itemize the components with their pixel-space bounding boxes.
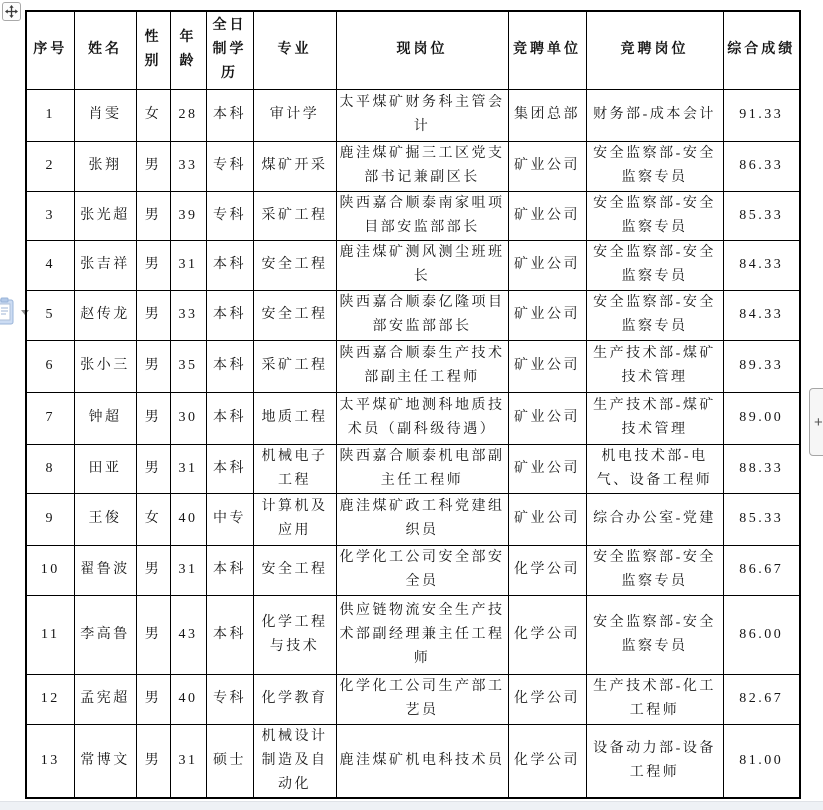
table-cell: 84.33 [723, 240, 800, 290]
table-cell: 89.33 [723, 340, 800, 392]
table-cell: 91.33 [723, 89, 800, 141]
table-cell: 生产技术部-煤矿技术管理 [586, 392, 723, 444]
table-cell: 安全工程 [253, 290, 336, 340]
table-cell: 31 [170, 444, 206, 493]
table-cell: 43 [170, 595, 206, 674]
table-cell: 化学教育 [253, 674, 336, 724]
table-cell: 本科 [206, 595, 253, 674]
table-cell: 本科 [206, 240, 253, 290]
table-cell: 太平煤矿财务科主管会计 [336, 89, 508, 141]
table-cell: 张光超 [74, 191, 136, 240]
header-cell: 综合成绩 [723, 11, 800, 89]
table-cell: 孟宪超 [74, 674, 136, 724]
table-cell: 赵传龙 [74, 290, 136, 340]
header-cell: 现岗位 [336, 11, 508, 89]
table-cell: 11 [26, 595, 74, 674]
table-cell: 男 [136, 674, 170, 724]
table-cell: 安全监察部-安全监察专员 [586, 141, 723, 191]
table-row [26, 545, 800, 595]
table-cell: 化学公司 [508, 595, 586, 674]
table-cell: 12 [26, 674, 74, 724]
table-cell: 9 [26, 493, 74, 545]
table-cell: 陕西嘉合顺泰亿隆项目部安监部部长 [336, 290, 508, 340]
table-cell: 综合办公室-党建 [586, 493, 723, 545]
table-cell: 男 [136, 392, 170, 444]
table-cell: 86.67 [723, 545, 800, 595]
table-cell: 40 [170, 674, 206, 724]
table-cell: 男 [136, 191, 170, 240]
table-cell: 5 [26, 290, 74, 340]
table-row [26, 340, 800, 392]
table-cell: 采矿工程 [253, 340, 336, 392]
table-row [26, 392, 800, 444]
table-cell: 计算机及应用 [253, 493, 336, 545]
table-cell: 生产技术部-化工工程师 [586, 674, 723, 724]
table-row [26, 724, 800, 798]
table-cell: 男 [136, 141, 170, 191]
table-cell: 4 [26, 240, 74, 290]
table-cell: 陕西嘉合顺泰机电部副主任工程师 [336, 444, 508, 493]
table-cell: 矿业公司 [508, 240, 586, 290]
table-cell: 化学化工公司生产部工艺员 [336, 674, 508, 724]
header-cell: 序号 [26, 11, 74, 89]
table-cell: 财务部-成本会计 [586, 89, 723, 141]
table-cell: 本科 [206, 290, 253, 340]
table-cell: 88.33 [723, 444, 800, 493]
table-cell: 王俊 [74, 493, 136, 545]
table-cell: 机械设计制造及自动化 [253, 724, 336, 798]
table-body [26, 89, 800, 798]
table-cell: 35 [170, 340, 206, 392]
table-cell: 硕士 [206, 724, 253, 798]
table-row [26, 493, 800, 545]
table-cell: 31 [170, 724, 206, 798]
table-cell: 2 [26, 141, 74, 191]
header-cell: 竞聘岗位 [586, 11, 723, 89]
table-cell: 矿业公司 [508, 191, 586, 240]
table-cell: 化学公司 [508, 545, 586, 595]
table-cell: 13 [26, 724, 74, 798]
table-cell: 钟超 [74, 392, 136, 444]
table-cell: 生产技术部-煤矿技术管理 [586, 340, 723, 392]
document-table-container [25, 10, 801, 799]
table-cell: 男 [136, 724, 170, 798]
table-cell: 鹿洼煤矿测风测尘班班长 [336, 240, 508, 290]
table-cell: 煤矿开采 [253, 141, 336, 191]
table-cell: 审计学 [253, 89, 336, 141]
table-cell: 39 [170, 191, 206, 240]
table-row [26, 191, 800, 240]
table-cell: 31 [170, 545, 206, 595]
table-cell: 7 [26, 392, 74, 444]
table-cell: 86.00 [723, 595, 800, 674]
table-cell: 安全工程 [253, 545, 336, 595]
table-cell: 常博文 [74, 724, 136, 798]
table-cell: 供应链物流安全生产技术部副经理兼主任工程师 [336, 595, 508, 674]
table-cell: 安全监察部-安全监察专员 [586, 290, 723, 340]
table-cell: 采矿工程 [253, 191, 336, 240]
table-cell: 6 [26, 340, 74, 392]
table-cell: 86.33 [723, 141, 800, 191]
candidates-table [25, 10, 801, 799]
table-cell: 专科 [206, 191, 253, 240]
add-button[interactable] [809, 388, 823, 456]
table-cell: 安全监察部-安全监察专员 [586, 545, 723, 595]
table-row [26, 89, 800, 141]
table-cell: 89.00 [723, 392, 800, 444]
table-cell: 男 [136, 595, 170, 674]
table-cell: 1 [26, 89, 74, 141]
table-cell: 3 [26, 191, 74, 240]
header-cell: 性别 [136, 11, 170, 89]
table-cell: 李高鲁 [74, 595, 136, 674]
table-move-handle[interactable] [2, 2, 21, 21]
header-cell: 专业 [253, 11, 336, 89]
table-cell: 本科 [206, 340, 253, 392]
table-cell: 40 [170, 493, 206, 545]
table-row [26, 444, 800, 493]
header-row [26, 11, 800, 89]
table-cell: 本科 [206, 392, 253, 444]
table-cell: 10 [26, 545, 74, 595]
table-cell: 男 [136, 340, 170, 392]
table-cell: 鹿洼煤矿政工科党建组织员 [336, 493, 508, 545]
table-cell: 本科 [206, 444, 253, 493]
table-cell: 矿业公司 [508, 290, 586, 340]
table-cell: 安全工程 [253, 240, 336, 290]
table-cell: 33 [170, 141, 206, 191]
table-cell: 男 [136, 240, 170, 290]
table-cell: 本科 [206, 545, 253, 595]
table-cell: 女 [136, 493, 170, 545]
table-cell: 矿业公司 [508, 444, 586, 493]
table-cell: 专科 [206, 141, 253, 191]
table-cell: 矿业公司 [508, 493, 586, 545]
header-cell: 姓名 [74, 11, 136, 89]
table-cell: 男 [136, 290, 170, 340]
table-cell: 本科 [206, 89, 253, 141]
table-row [26, 595, 800, 674]
table-cell: 矿业公司 [508, 141, 586, 191]
table-cell: 化学公司 [508, 674, 586, 724]
table-cell: 太平煤矿地测科地质技术员（副科级待遇） [336, 392, 508, 444]
table-cell: 陕西嘉合顺泰南家咀项目部安监部部长 [336, 191, 508, 240]
table-cell: 安全监察部-安全监察专员 [586, 240, 723, 290]
table-cell: 33 [170, 290, 206, 340]
table-cell: 化学工程与技术 [253, 595, 336, 674]
table-cell: 设备动力部-设备工程师 [586, 724, 723, 798]
table-cell: 85.33 [723, 493, 800, 545]
table-row [26, 141, 800, 191]
table-row [26, 674, 800, 724]
table-cell: 专科 [206, 674, 253, 724]
table-cell: 31 [170, 240, 206, 290]
table-cell: 女 [136, 89, 170, 141]
header-cell: 竞聘单位 [508, 11, 586, 89]
table-row [26, 240, 800, 290]
table-cell: 机械电子工程 [253, 444, 336, 493]
table-cell: 地质工程 [253, 392, 336, 444]
table-cell: 28 [170, 89, 206, 141]
table-row [26, 290, 800, 340]
table-cell: 张翔 [74, 141, 136, 191]
header-cell: 全日制学历 [206, 11, 253, 89]
table-cell: 矿业公司 [508, 340, 586, 392]
table-cell: 82.67 [723, 674, 800, 724]
table-cell: 翟鲁波 [74, 545, 136, 595]
table-cell: 化学公司 [508, 724, 586, 798]
table-cell: 矿业公司 [508, 392, 586, 444]
plus-icon: + [814, 413, 823, 431]
table-cell: 肖雯 [74, 89, 136, 141]
table-cell: 田亚 [74, 444, 136, 493]
table-cell: 男 [136, 545, 170, 595]
table-cell: 男 [136, 444, 170, 493]
table-cell: 机电技术部-电气、设备工程师 [586, 444, 723, 493]
header-cell: 年龄 [170, 11, 206, 89]
table-cell: 8 [26, 444, 74, 493]
table-cell: 安全监察部-安全监察专员 [586, 191, 723, 240]
table-cell: 81.00 [723, 724, 800, 798]
table-cell: 陕西嘉合顺泰生产技术部副主任工程师 [336, 340, 508, 392]
table-cell: 中专 [206, 493, 253, 545]
table-cell: 鹿洼煤矿机电科技术员 [336, 724, 508, 798]
move-icon [5, 5, 18, 18]
table-cell: 85.33 [723, 191, 800, 240]
table-cell: 张小三 [74, 340, 136, 392]
table-cell: 84.33 [723, 290, 800, 340]
table-cell: 鹿洼煤矿掘三工区党支部书记兼副区长 [336, 141, 508, 191]
table-cell: 化学化工公司安全部安全员 [336, 545, 508, 595]
table-cell: 安全监察部-安全监察专员 [586, 595, 723, 674]
table-cell: 30 [170, 392, 206, 444]
table-cell: 集团总部 [508, 89, 586, 141]
table-cell: 张吉祥 [74, 240, 136, 290]
